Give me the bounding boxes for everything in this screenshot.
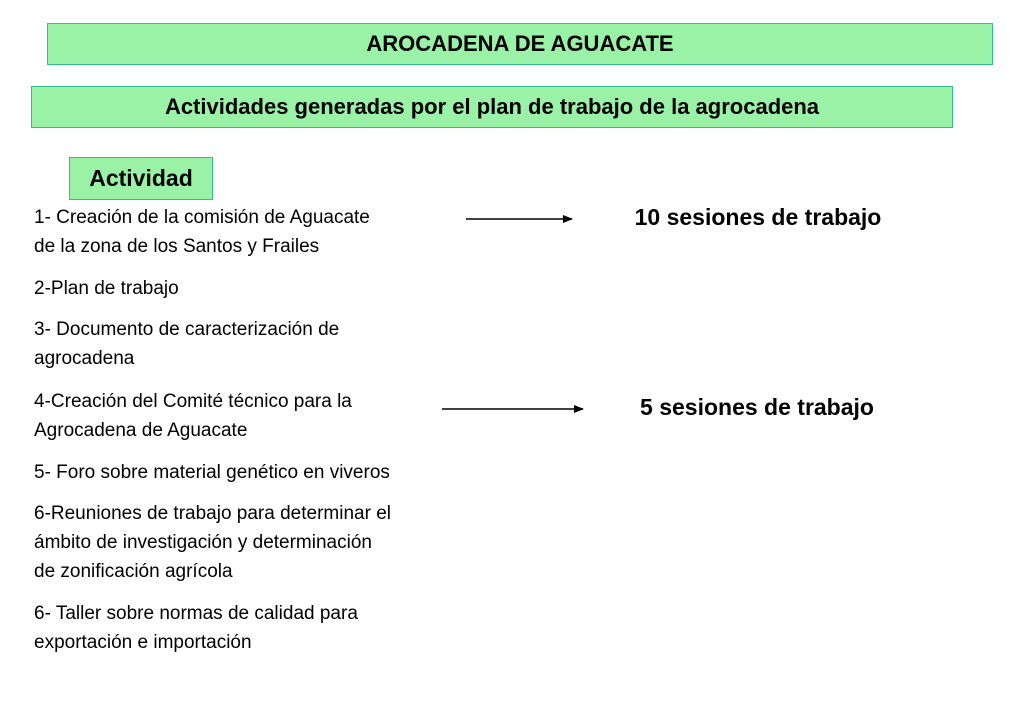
- activity-line: 6-Reuniones de trabajo para determinar el: [34, 503, 391, 524]
- activity-header-label: Actividad: [89, 165, 193, 191]
- activity-line: 6- Taller sobre normas de calidad para: [34, 603, 358, 624]
- page-subtitle: Actividades generadas por el plan de trabajo de la agrocadena: [164, 94, 820, 119]
- activity-line: de zonificación agrícola: [34, 561, 233, 582]
- activity-line: 5- Foro sobre material genético en viveros: [34, 462, 390, 483]
- activity-line: 4-Creación del Comité técnico para la: [34, 391, 352, 412]
- activity-line: 1- Creación de la comisión de Aguacate: [34, 207, 370, 228]
- activity-line: exportación e importación: [34, 632, 252, 653]
- activity-line: ámbito de investigación y determinación: [34, 532, 372, 553]
- activity-line: 2-Plan de trabajo: [34, 278, 179, 299]
- activity-line: de la zona de los Santos y Frailes: [34, 236, 320, 257]
- activity-line: 3- Documento de caracterización de: [34, 319, 340, 340]
- page-title: AROCADENA DE AGUACATE: [366, 31, 674, 56]
- activity-line: Agrocadena de Aguacate: [34, 420, 248, 441]
- result-label-2: 5 sesiones de trabajo: [640, 394, 874, 420]
- activity-line: agrocadena: [34, 348, 135, 369]
- result-label-1: 10 sesiones de trabajo: [634, 204, 882, 230]
